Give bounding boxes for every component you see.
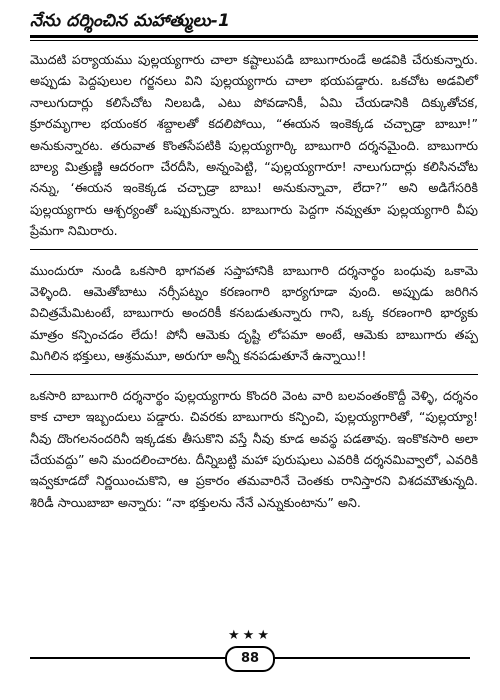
header-rule-thin — [30, 40, 478, 41]
header-rule-thick — [30, 35, 478, 38]
running-title: నేను దర్శించిన మహాత్ములు-1 — [30, 11, 231, 31]
section-divider — [30, 374, 478, 375]
page-footer — [0, 628, 500, 670]
page-body — [30, 49, 478, 513]
section-divider — [30, 249, 478, 250]
paragraph-2: ముందురూ నుండి ఒకసారి భాగవత సప్తాహానికి బాబుగారి దర్శనార్థం బంధువు ఒకామె వెళ్ళింది. ఆమెతోబాటు నర్సీపట్నం కరణంగారి భార్యగూడా వుంది. అప్పుడు జరిగిన విచిత్రమేమిటంటే, బాబుగారు అందరికీ కనబడుతున్నారు గాని, ఒక్క కరణంగారి భార్యకు మాత్రం కన్పించడం లేదు! పోనీ ఆమెకు దృష్టి లోపమా అంటే, ఆమెకు బాబుగారు తప్ప మిగిలిన భక్తులు, ఆశ్రమమూ, అరుగూ అన్నీ కనపడుతూనే ఉన్నాయి!! — [30, 262, 478, 364]
star-ornament: ★★★ — [228, 628, 272, 643]
paragraph-3: ఒకసారి బాబుగారి దర్శనార్థం పుల్లయ్యగారు కొందరి వెంట వారి బలవంతంకొద్దీ వెళ్ళి, దర్శనం కాక చాలా ఇబ్బందులు పడ్డారు. చివరకు బాబుగారు కన్పించి, పుల్లయ్యగారితో, “పుల్లయ్యా! నీవు దొంగలనందరినీ ఇక్కడకు తీసుకొని వస్తే నీవు కూడ అవస్థ పడతావు. ఇంకొకసారి అలా చేయవద్దు” అని మందలించారట. దీన్నిబట్టి మహా పురుషులు ఎవరికి దర్శనమివ్వాలో, ఎవరికి ఇవ్వకూడదో నిర్ణయించుకొని, ఆ ప్రకారం తమవారినే చెంతకు రానిస్తారని విశదమౌతున్నది. శిరిడీ సాయిబాబా అన్నారు: “నా భక్తులను నేనే ఎన్నుకుంటాను” అని. — [30, 387, 478, 510]
paragraph-1: మొదటి పర్యాయము పుల్లయ్యగారు చాలా కష్టాలుపడి బాబుగారుండే అడవికి చేరుకున్నారు. అప్పుడు పెద్దపులుల గర్జనలు విని పుల్లయ్యగారు చాలా భయపడ్డారు. ఒకచోట అడవిలో నాలుగుదార్లు కలిసేచోట నిలబడి, ఎటు పోవడానికీ, ఏమి చేయడానికి దిక్కుతోచక, క్రూరమృగాల భయంకర శబ్దాలతో కదలిపోయి, “ఈయన ఇంకెక్కడ చచ్చాడ్రా బాబూ!” అనుకున్నారట. తరువాత కొంతసేపటికి పుల్లయ్యగార్కి బాబుగారి దర్శనమైంది. బాబుగారు బాల్య మిత్రుణ్ణి ఆదరంగా చేరదీసి, అన్నంపెట్టి, “పుల్లయ్యగారూ! నాలుగుదార్లు కలిసినచోట నన్ను, ‘ఈయన ఇంకెక్కడ చచ్చాడ్రా బాబు! అనుకున్నావా, లేదా?” అని అడిగేసరికి పుల్లయ్యగారు ఆశ్చర్యంతో ఒప్పుకున్నారు. బాబుగారు పెద్దగా నవ్వుతూ పుల్లయ్యగారి వీపు ప్రేమగా నిమిరారు. — [30, 52, 478, 239]
page-number: 88 — [225, 646, 275, 672]
page-number-bar — [30, 646, 470, 670]
page-header — [30, 10, 478, 41]
